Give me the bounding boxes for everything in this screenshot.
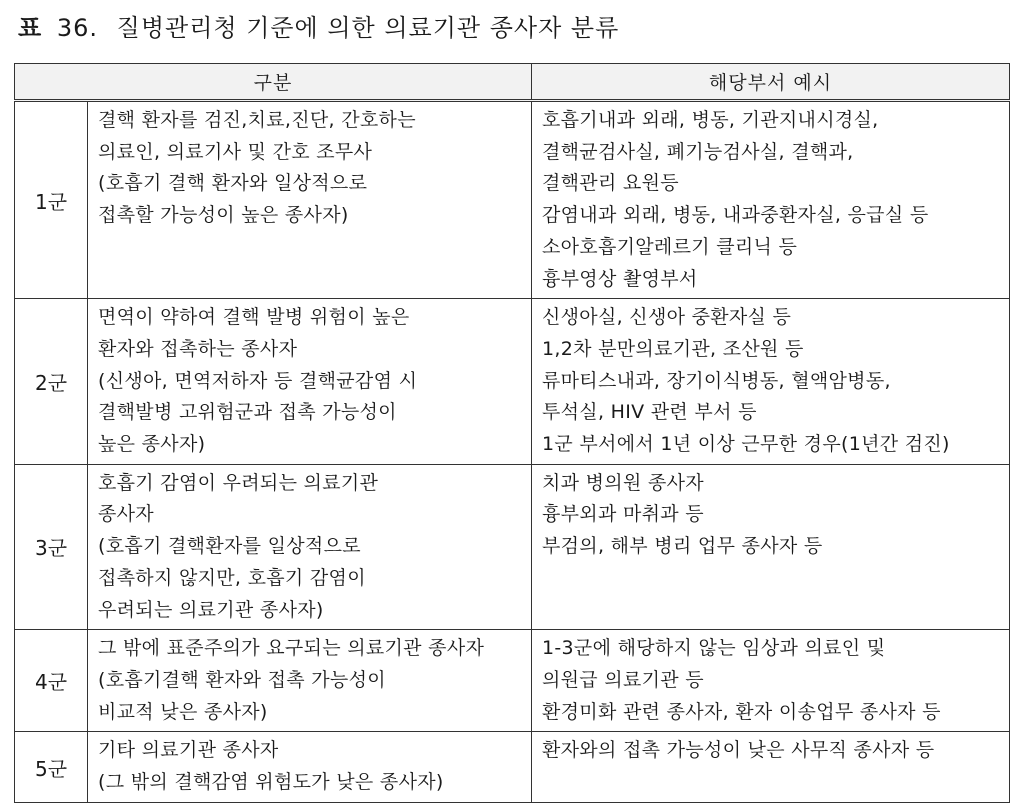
description-line: (호흡기결핵 환자와 접촉 가능성이 (98, 668, 386, 691)
examples-cell (532, 101, 1010, 299)
example-line: 환경미화 관련 종사자, 환자 이송업무 종사자 등 (542, 700, 941, 723)
examples-cell (532, 732, 1010, 802)
description-line: (호흡기 결핵환자를 일상적으로 (98, 535, 361, 558)
group-cell: 4군 (15, 630, 88, 732)
example-line: 결핵관리 요원등 (542, 172, 679, 195)
header-category: 구분 (15, 64, 532, 101)
description-line: 기타 의료기관 종사자 (98, 739, 279, 762)
table-title (18, 10, 619, 46)
description-cell (88, 630, 532, 732)
description-line: 우려되는 의료기관 종사자) (98, 598, 324, 621)
description-line: 높은 종사자) (98, 433, 206, 456)
description-line: 결핵 환자를 검진,치료,진단, 간호하는 (98, 109, 416, 131)
example-line: 1,2차 분만의료기관, 조산원 등 (542, 337, 804, 360)
table-title-text: 질병관리청 기준에 의한 의료기관 종사자 분류 (116, 14, 620, 42)
group-cell: 3군 (15, 464, 88, 630)
description-line: 접촉할 가능성이 높은 종사자) (98, 204, 349, 227)
example-line: 신생아실, 신생아 중환자실 등 (542, 306, 792, 329)
example-line: 결핵균검사실, 폐기능검사실, 결핵과, (542, 140, 854, 163)
example-line: 감염내과 외래, 병동, 내과중환자실, 응급실 등 (542, 204, 929, 227)
header-department-examples: 해당부서 예시 (532, 64, 1010, 101)
description-line: 접촉하지 않지만, 호흡기 감염이 (98, 566, 366, 589)
table-row (15, 732, 1010, 802)
table-title-number: 36. (56, 14, 98, 42)
description-line: 면역이 약하여 결핵 발병 위험이 높은 (98, 306, 410, 329)
examples-cell (532, 299, 1010, 465)
example-line: 흉부외과 마취과 등 (542, 503, 704, 526)
group-cell: 2군 (15, 299, 88, 465)
example-line: 투석실, HIV 관련 부서 등 (542, 401, 757, 424)
example-line: 부검의, 해부 병리 업무 종사자 등 (542, 535, 823, 558)
description-cell (88, 732, 532, 802)
example-line: 환자와의 접촉 가능성이 낮은 사무직 종사자 등 (542, 739, 935, 762)
example-line: 의원급 의료기관 등 (542, 668, 704, 691)
group-cell: 1군 (15, 101, 88, 299)
description-line: 환자와 접촉하는 종사자 (98, 337, 298, 360)
table-row (15, 299, 1010, 465)
table-row (15, 630, 1010, 732)
classification-table (14, 63, 1010, 803)
description-line: 종사자 (98, 503, 154, 526)
description-cell (88, 299, 532, 465)
example-line: 소아호흡기알레르기 클리닉 등 (542, 235, 798, 258)
table-row (15, 101, 1010, 299)
description-line: (호흡기 결핵 환자와 일상적으로 (98, 172, 368, 195)
example-line: 1-3군에 해당하지 않는 임상과 의료인 및 (542, 637, 886, 660)
description-cell (88, 464, 532, 630)
group-cell: 5군 (15, 732, 88, 802)
example-line: 호흡기내과 외래, 병동, 기관지내시경실, (542, 109, 879, 131)
description-line: 결핵발병 고위험군과 접촉 가능성이 (98, 401, 397, 424)
examples-cell (532, 464, 1010, 630)
description-line: 의료인, 의료기사 및 간호 조무사 (98, 140, 373, 163)
example-line: 흉부영상 촬영부서 (542, 267, 698, 290)
table-header-row (15, 64, 1010, 101)
description-line: 그 밖에 표준주의가 요구되는 의료기관 종사자 (98, 637, 485, 660)
table-title-label: 표 (18, 14, 43, 42)
example-line: 류마티스내과, 장기이식병동, 혈액암병동, (542, 369, 891, 392)
description-line: (신생아, 면역저하자 등 결핵균감염 시 (98, 369, 418, 392)
example-line: 치과 병의원 종사자 (542, 471, 704, 494)
description-line: 호흡기 감염이 우려되는 의료기관 (98, 471, 379, 494)
description-line: (그 밖의 결핵감염 위험도가 낮은 종사자) (98, 771, 444, 794)
table-row (15, 464, 1010, 630)
description-cell (88, 101, 532, 299)
description-line: 비교적 낮은 종사자) (98, 700, 268, 723)
example-line: 1군 부서에서 1년 이상 근무한 경우(1년간 검진) (542, 433, 950, 456)
examples-cell (532, 630, 1010, 732)
